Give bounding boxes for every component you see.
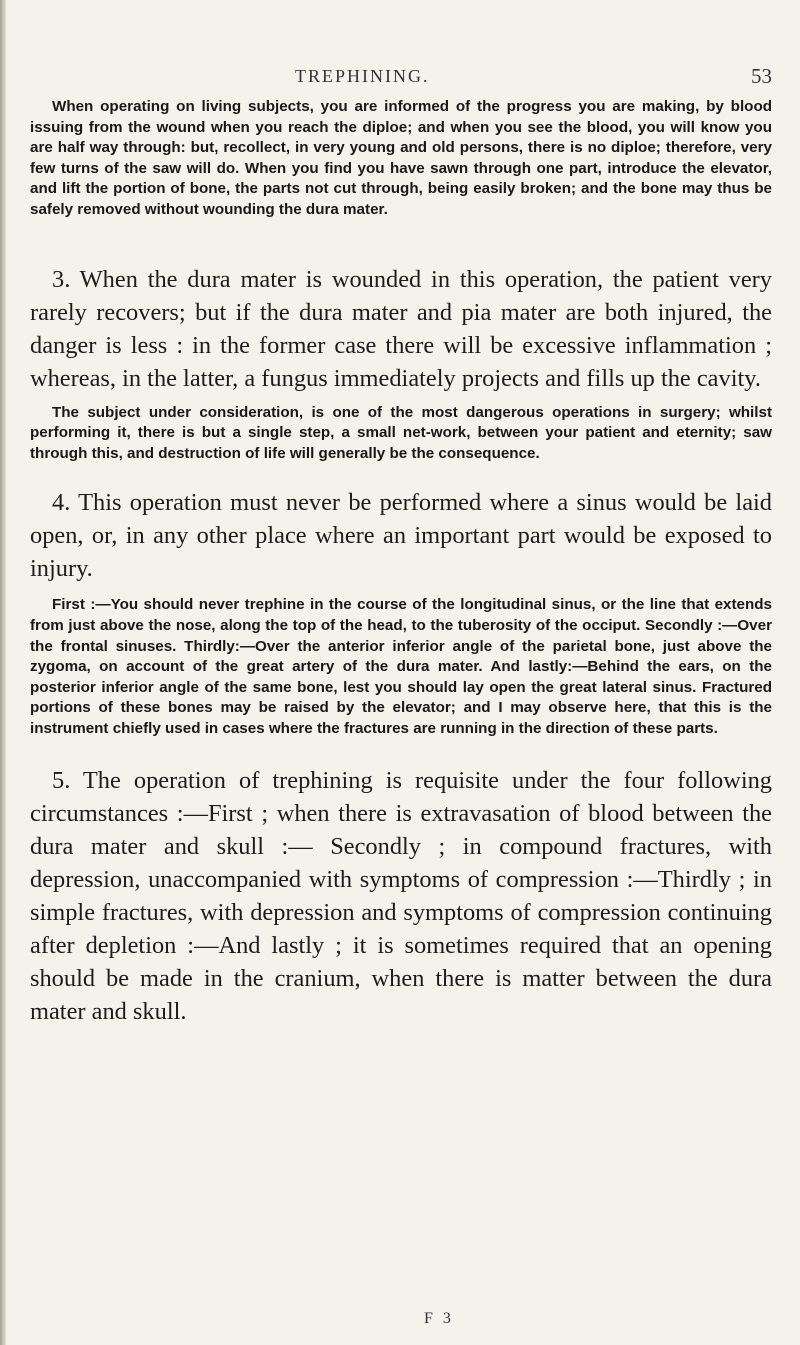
paragraph-trephine-locations: First :—You should never trephine in the course of the longitudinal sinus, or the line that extends from just above the nose, along the top of the head, to the tuberosity of the occiput. Secondly :—Over the frontal sinuses. Thirdly:—Over the anterior inferior angle of the parietal bone, just above the zygoma, on account of the great artery of the dura mater. And lastly:—Behind the ears, on the posterior inferior angle of the same bone, lest you should lay open the great lateral sinus. Fractured portions of these bones may be raised by the elevator; and I may observe here, that this is the instrument chiefly used in cases where the fractures are running in the direction of these parts. <box>30 596 772 737</box>
paragraph-5-requisite-circumstances: 5. The operation of trephining is requisite under the four following circumstances :—First ; when there is extravasation of blood between the dura mater and skull :— Secondly ; in compound fractures, with depression, unaccompanied with symptoms of compression :—Thirdly ; in simple fractures, with depression and symptoms of compression continuing after depletion :—And lastly ; it is sometimes required that an opening should be made in the cranium, when there is matter between the dura mater and skull. <box>30 766 772 1025</box>
paragraph-4-sinus-caution: 4. This operation must never be performed where a sinus would be laid open, or, in any other place where an important part would be exposed to injury. <box>30 489 772 583</box>
page-body <box>30 97 772 1028</box>
running-head: TREPHINING. <box>295 66 430 86</box>
paragraph-dangerous-operation: The subject under consideration, is one of the most dangerous operations in surgery; whilst performing it, there is but a single step, a small net-work, between your patient and eternity; saw through this, and destruction of life will generally be the consequence. <box>30 403 772 462</box>
page-binding-shadow <box>0 0 6 1345</box>
paragraph-operating-living-subjects: When operating on living subjects, you are informed of the progress you are making, by blood issuing from the wound when you reach the diploe; and when you see the blood, you will know you are half way through: but, recollect, in very young and old persons, there is no diploe; therefore, very few turns of the saw will do. When you find you have sawn through one part, introduce the elevator, and lift the portion of bone, the parts not cut through, being easily broken; and the bone may thus be safely removed without wounding the dura mater. <box>30 98 772 218</box>
page-number: 53 <box>751 64 772 88</box>
page-header <box>0 66 800 96</box>
paragraph-3-dura-mater-wounded: 3. When the dura mater is wounded in this operation, the patient very rarely recovers; but if the dura mater and pia mater are both injured, the danger is less : in the former case there will be excessive inflammation ; whereas, in the latter, a fungus immediately projects and fills up the cavity. <box>30 265 772 392</box>
signature-mark: F 3 <box>424 1310 454 1327</box>
